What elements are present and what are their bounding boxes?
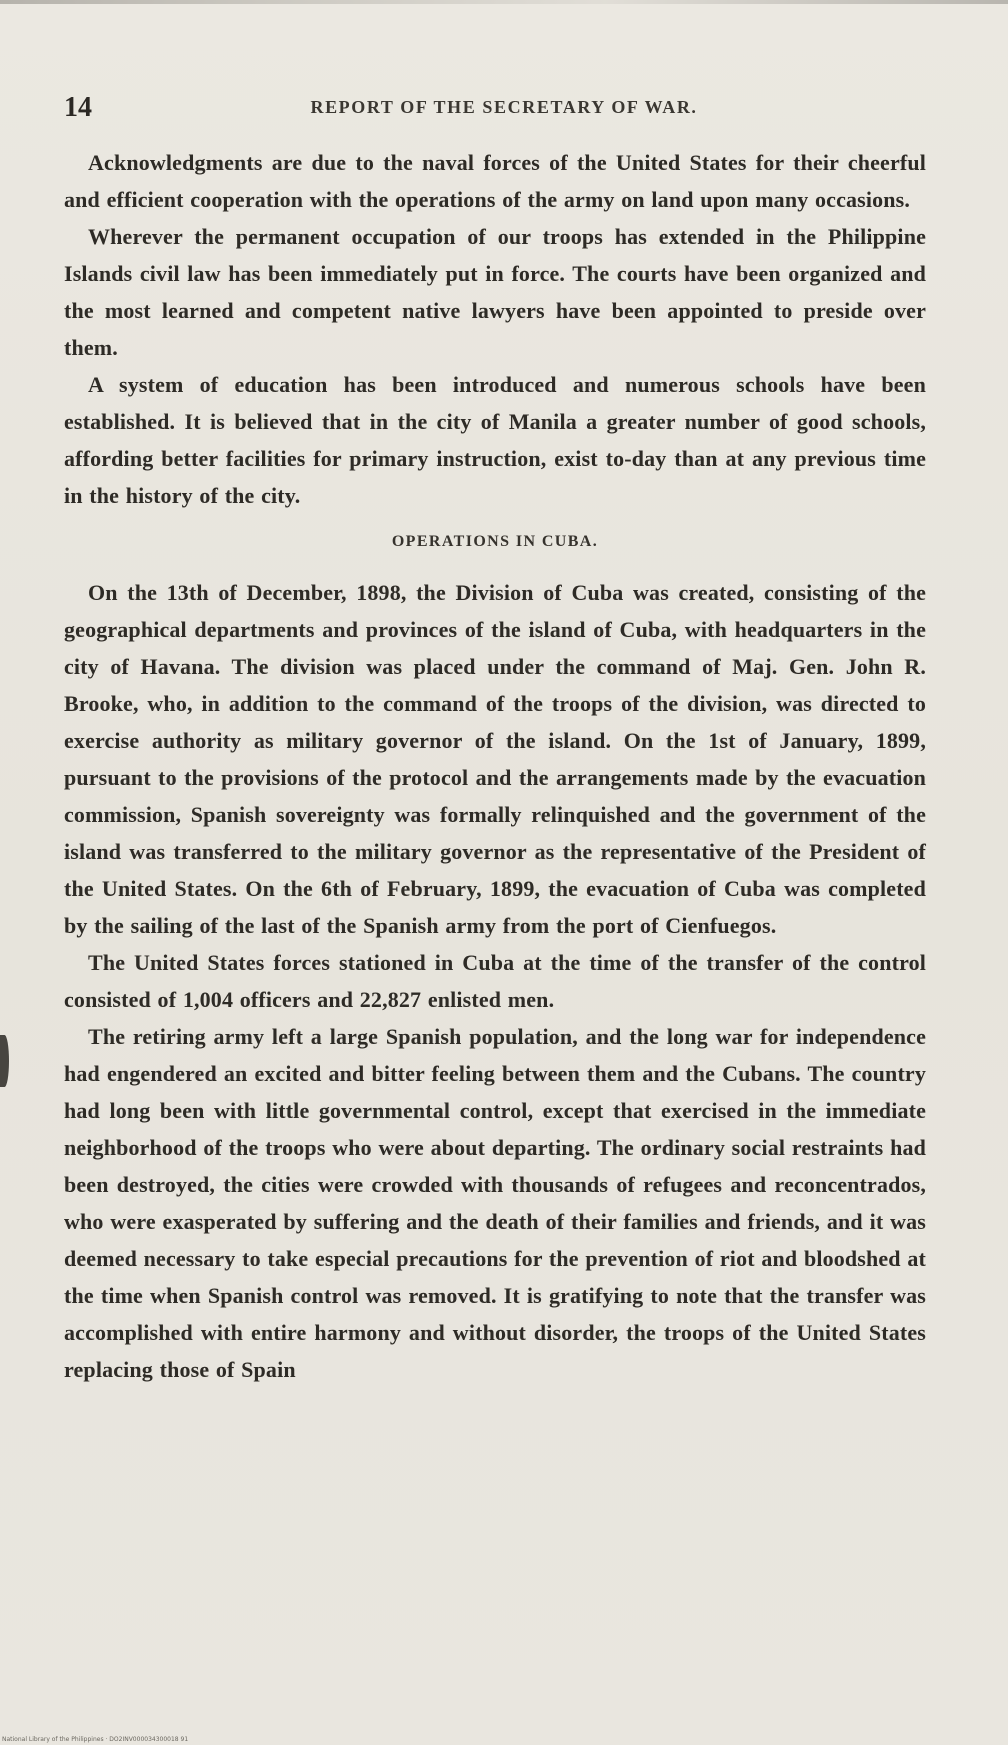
binding-mark [0,1035,9,1087]
paragraph-civil-law: Wherever the permanent occupation of our troops has extended in the Philippine Islands civil law has been immediately put in force. The courts have been organized and the most learned and competent native lawyers have been appointed to preside over them. [64,224,926,360]
paragraph-forces-stationed: The United States forces stationed in Cuba at the time of the transfer of the control consisted of 1,004 officers and 22,827 enlisted men. [64,950,926,1012]
page-number: 14 [64,92,92,123]
paragraph-division-of-cuba: On the 13th of December, 1898, the Division of Cuba was created, consisting of the geographical departments and provinces of the island of Cuba, with headquarters in the city of Havana. The division was placed under the command of Maj. Gen. John R. Brooke, who, in addition to the command of the troops of the division, was directed to exercise authority as military governor of the island. On the 1st of January, 1899, pursuant to the provisions of the protocol and the arrangements made by the evacuation commission, Spanish sovereignty was formally relinquished and the government of the island was transferred to the military governor as the representative of the President of the United States. On the 6th of February, 1899, the evacuation of Cuba was completed by the sailing of the last of the Spanish army from the port of Cienfuegos. [64,580,926,938]
section-heading-operations-in-cuba: OPERATIONS IN CUBA. [391,533,599,550]
footer-credit: National Library of the Philippines · DO2INV000034300018 91 [2,1736,189,1743]
paragraph-naval-acknowledgments: Acknowledgments are due to the naval forces of the United States for their cheerful and efficient cooperation with the operations of the army on land upon many occasions. [64,150,926,212]
paragraph-retiring-army: The retiring army left a large Spanish population, and the long war for independence had engendered an excited and bitter feeling between them and the Cubans. The country had long been with little governmental control, except that exercised in the immediate neighborhood of the troops who were about departing. The ordinary social restraints had been destroyed, the cities were crowded with thousands of refugees and reconcentrados, who were exasperated by suffering and the death of their families and friends, and it was deemed necessary to take especial precautions for the prevention of riot and bloodshed at the time when Spanish control was removed. It is gratifying to note that the transfer was accomplished with entire harmony and without disorder, the troops of the United States replacing those of Spain [64,1024,926,1382]
running-head: REPORT OF THE SECRETARY OF WAR. [310,97,698,117]
page-header [64,92,944,132]
page-top-edge [0,0,1008,4]
paragraph-education: A system of education has been introduced and numerous schools have been established. It is believed that in the city of Manila a greater number of good schools, affording better facilities for primary instruction, exist to-day than at any previous time in the history of the city. [64,372,926,508]
body-text [64,144,926,1388]
